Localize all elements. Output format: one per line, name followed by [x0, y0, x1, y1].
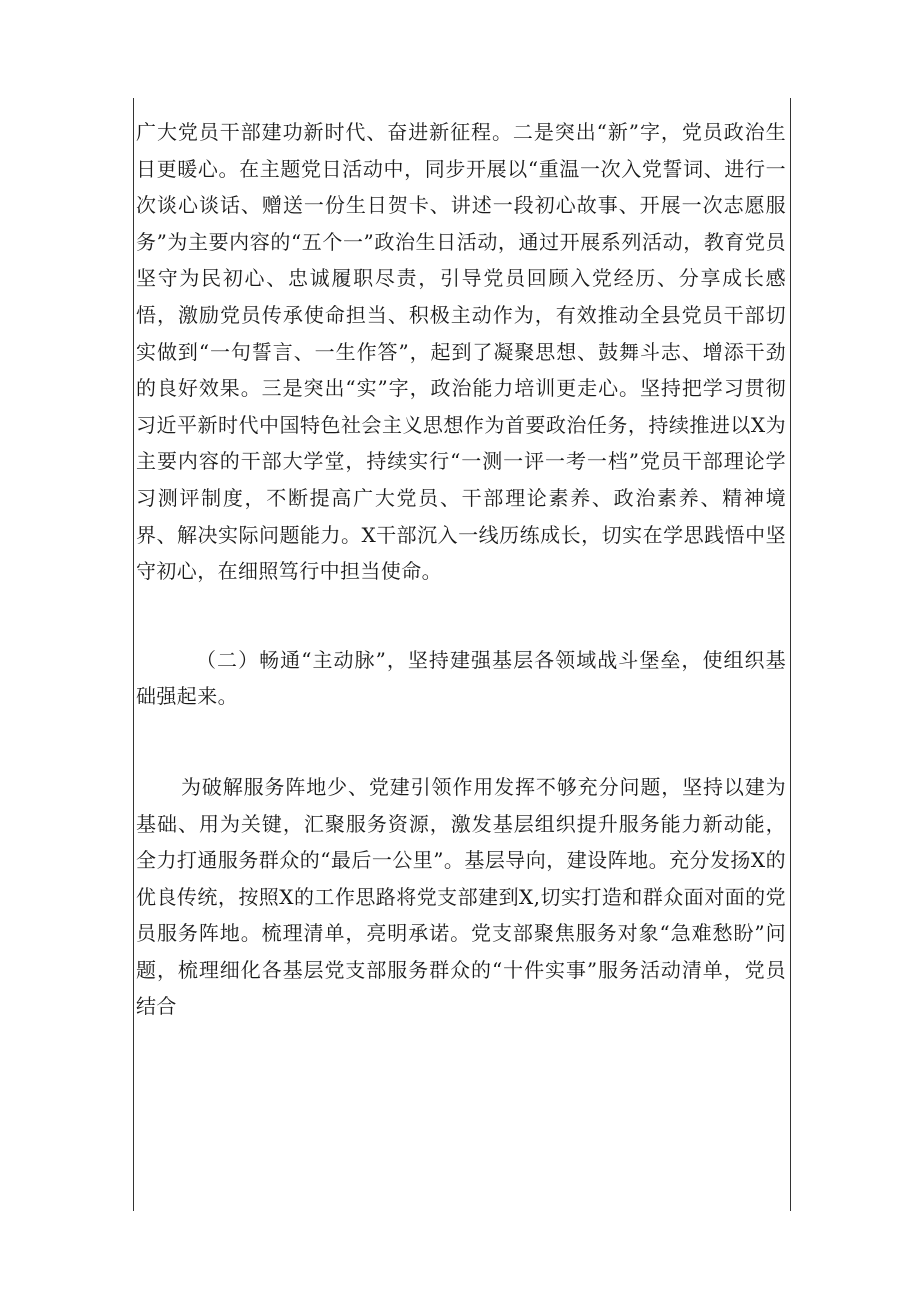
paragraph-spacer [136, 715, 786, 769]
section-heading: （二）畅通“主动脉”，坚持建强基层各领域战斗堡垒，使组织基础强起来。 [136, 647, 786, 709]
paragraph: 为破解服务阵地少、党建引领作用发挥不够充分问题，坚持以建为基础、用为关键，汇聚服务资源，激发基层组织提升服务能力新动能，全力打通服务群众的“最后一公里”。基层导向，建设阵地。充分发扬X的优良传统，按照X的工作思路将党支部建到X,切实打造和群众面对面的党员服务阵地。梳理清单，亮明承诺。党支部聚焦服务对象“急难愁盼”问题，梳理细化各基层党支部服务群众的“十件实事”服务活动清单，党员结合 [136, 774, 786, 1019]
paragraph-continued: 广大党员干部建功新时代、奋进新征程。二是突出“新”字，党员政治生日更暖心。在主题党日活动中，同步开展以“重温一次入党誓词、进行一次谈心谈话、赠送一份生日贺卡、讲述一段初心故事、开展一次志愿服务”为主要内容的“五个一”政治生日活动，通过开展系列活动，教育党员坚守为民初心、忠诚履职尽责，引导党员回顾入党经历、分享成长感悟，激励党员传承使命担当、积极主动作为，有效推动全县党员干部切实做到“一句誓言、一生作答”，起到了凝聚思想、鼓舞斗志、增添干劲的良好效果。三是突出“实”字，政治能力培训更走心。坚持把学习贯彻习近平新时代中国特色社会主义思想作为首要政治任务，持续推进以X为主要内容的干部大学堂，持续实行“一测一评一考一档”党员干部理论学习测评制度，不断提高广大党员、干部理论素养、政治素养、精神境界、解决实际问题能力。X干部沉入一线历练成长，切实在学思践悟中坚守初心，在细照笃行中担当使命。 [136, 120, 786, 584]
paragraph-spacer [136, 590, 786, 642]
document-body [136, 114, 786, 1025]
